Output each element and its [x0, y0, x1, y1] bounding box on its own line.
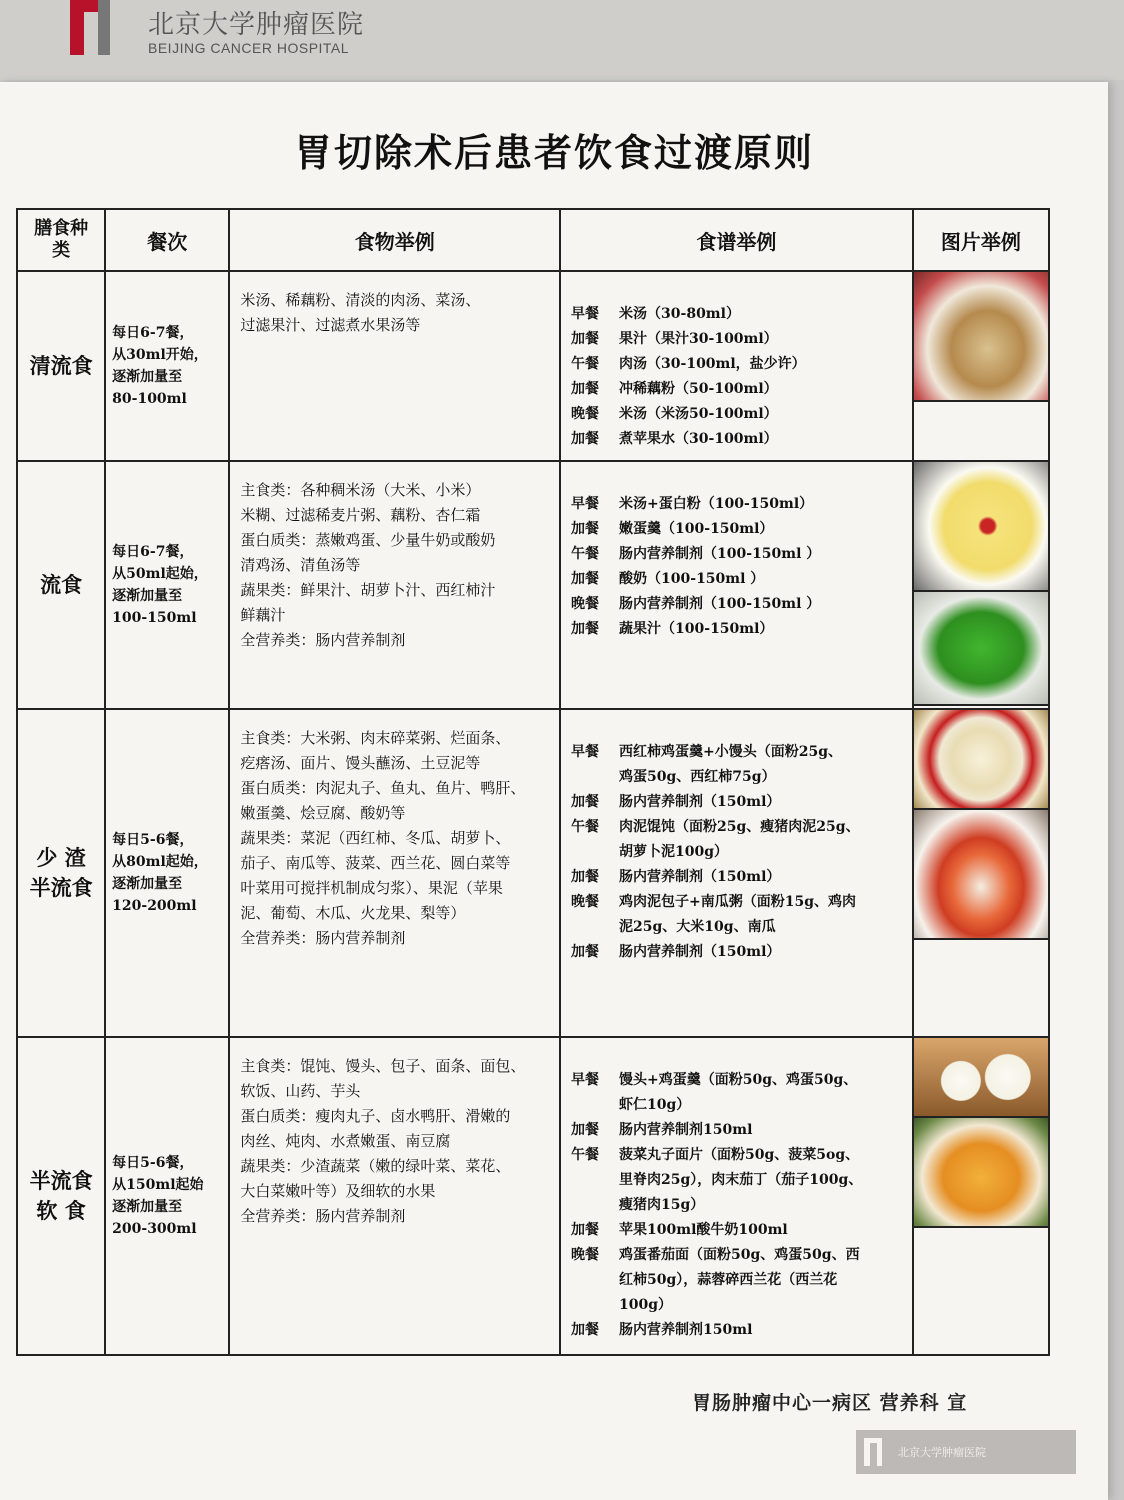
recipe-line — [571, 1168, 906, 1193]
food-example-line: 肉丝、炖肉、水煮嫩蛋、南豆腐 — [240, 1132, 451, 1150]
recipe-line — [571, 1118, 906, 1143]
meal-label: 加餐 — [571, 381, 600, 397]
dish-text: 西红柿鸡蛋羹+小馒头（面粉25g、 — [619, 744, 843, 760]
food-example-line: 疙瘩汤、面片、馒头蘸汤、土豆泥等 — [240, 754, 481, 772]
recipe-line — [571, 517, 906, 542]
hospital-name-cn: 北京大学肿瘤医院 — [148, 10, 365, 40]
food-example-line: 大白菜嫩叶等）及细软的水果 — [240, 1182, 436, 1200]
dish-text: 肠内营养制剂（150ml） — [619, 869, 781, 885]
recipe-examples-cell — [560, 1037, 913, 1355]
recipe-examples-cell — [560, 271, 913, 461]
table-header-row — [17, 209, 1049, 271]
table-row — [17, 1037, 1049, 1355]
dish-text: 蔬果汁（100-150ml） — [619, 621, 774, 637]
meal-label: 加餐 — [571, 431, 600, 447]
meal-label: 午餐 — [571, 356, 600, 372]
meal-label: 加餐 — [571, 1322, 600, 1338]
meal-label — [571, 840, 619, 865]
dish-text: 虾仁10g） — [619, 1097, 691, 1113]
meal-label — [571, 1193, 619, 1218]
frequency-text: 逐渐加量至 — [112, 369, 183, 385]
diet-type-text: 流食 — [40, 572, 83, 597]
recipe-line — [571, 740, 906, 765]
photo-blank-area — [914, 940, 1048, 1036]
food-example-line: 清鸡汤、清鱼汤等 — [240, 556, 361, 574]
dish-text: 肠内营养制剂（100-150ml ） — [619, 546, 821, 562]
food-example-line: 米糊、过滤稀麦片粥、藕粉、杏仁霜 — [240, 506, 481, 524]
meal-label: 午餐 — [571, 1147, 600, 1163]
congee-photo — [914, 1118, 1048, 1228]
table-row — [17, 461, 1049, 709]
meal-label: 加餐 — [571, 571, 600, 587]
meal-label: 加餐 — [571, 521, 600, 537]
food-example-line: 主食类：各种稠米汤（大米、小米） — [240, 481, 481, 499]
diet-type-text: 软 食 — [36, 1198, 86, 1223]
table-row — [17, 271, 1049, 461]
food-examples-cell — [229, 271, 560, 461]
diet-type-text: 半流食 — [29, 875, 93, 900]
recipe-line — [571, 840, 906, 865]
meal-label: 加餐 — [571, 621, 600, 637]
recipe-line — [571, 1218, 906, 1243]
meal-label — [571, 1268, 619, 1293]
dish-text: 米汤（30-80ml） — [619, 306, 740, 322]
food-example-line: 嫩蛋羹、烩豆腐、酸奶等 — [240, 804, 406, 822]
poster-sheet — [0, 82, 1108, 1500]
dish-text: 酸奶（100-150ml ） — [619, 571, 765, 587]
meal-label — [571, 1168, 619, 1193]
diet-type-cell — [17, 709, 105, 1037]
dish-text: 果汁（果汁30-100ml） — [619, 331, 778, 347]
food-photo-cell — [913, 271, 1049, 461]
dish-text: 米汤（米汤50-100ml） — [619, 406, 778, 422]
dish-text: 嫩蛋羹（100-150ml） — [619, 521, 774, 537]
frequency-text: 每日6-7餐， — [112, 544, 194, 560]
hospital-name-en: BEIJING CANCER HOSPITAL — [148, 40, 350, 56]
recipe-line — [571, 377, 906, 402]
frequency-text: 每日5-6餐， — [112, 1155, 194, 1171]
food-example-line: 米汤、稀藕粉、清淡的肉汤、菜汤、 — [240, 291, 481, 309]
recipe-line — [571, 352, 906, 377]
diet-type-text: 少 渣 — [36, 845, 86, 870]
hospital-logo-icon — [70, 0, 128, 55]
green-juice-photo — [914, 592, 1048, 706]
photo-blank-area — [914, 1228, 1048, 1354]
meal-label — [571, 915, 619, 940]
dish-text: 100g） — [619, 1297, 673, 1313]
food-example-line: 主食类：馄饨、馒头、包子、面条、面包、 — [240, 1057, 526, 1075]
dish-text: 鸡肉泥包子+南瓜粥（面粉15g、鸡肉 — [619, 894, 857, 910]
header-recipe: 食谱举例 — [560, 209, 913, 271]
food-example-line: 泥、葡萄、木瓜、火龙果、梨等） — [240, 904, 466, 922]
noodle-soup-photo — [914, 810, 1048, 940]
food-example-line: 全营养类：肠内营养制剂 — [240, 1207, 406, 1225]
food-example-line: 全营养类：肠内营养制剂 — [240, 929, 406, 947]
food-examples-cell — [229, 461, 560, 709]
header-frequency: 餐次 — [105, 209, 229, 271]
dish-text: 肉泥馄饨（面粉25g、瘦猪肉泥25g、 — [619, 819, 860, 835]
recipe-line — [571, 492, 906, 517]
header-type: 膳食种类 — [17, 209, 105, 271]
wonton-photo — [914, 710, 1048, 810]
meal-label: 早餐 — [571, 744, 600, 760]
meal-label: 加餐 — [571, 1122, 600, 1138]
dish-text: 肠内营养制剂（100-150ml ） — [619, 596, 821, 612]
dish-text: 鸡蛋番茄面（面粉50g、鸡蛋50g、西 — [619, 1247, 860, 1263]
meal-frequency-cell — [105, 461, 229, 709]
frequency-text: 逐渐加量至 — [112, 876, 183, 892]
diet-type-text: 清流食 — [29, 353, 93, 378]
recipe-line — [571, 567, 906, 592]
meal-label: 加餐 — [571, 794, 600, 810]
food-example-line: 蔬果类：菜泥（西红柿、冬瓜、胡萝卜、 — [240, 829, 511, 847]
food-example-line: 蛋白质类：肉泥丸子、鱼丸、鱼片、鸭肝、 — [240, 779, 526, 797]
meal-label: 早餐 — [571, 1072, 600, 1088]
frequency-text: 从30ml开始， — [112, 347, 208, 363]
dish-text: 胡萝卜泥100g） — [619, 844, 729, 860]
recipe-line — [571, 617, 906, 642]
food-examples-cell — [229, 1037, 560, 1355]
meal-frequency-cell — [105, 1037, 229, 1355]
food-example-line: 蔬果类：鲜果汁、胡萝卜汁、西红柿汁 — [240, 581, 496, 599]
recipe-line — [571, 302, 906, 327]
recipe-line — [571, 1068, 906, 1093]
recipe-line — [571, 1293, 906, 1318]
meal-label: 加餐 — [571, 869, 600, 885]
frequency-text: 从50ml起始， — [112, 566, 208, 582]
food-photo-cell — [913, 709, 1049, 1037]
dish-text: 肠内营养制剂（150ml） — [619, 944, 781, 960]
frequency-text: 从80ml起始， — [112, 854, 208, 870]
recipe-line — [571, 1243, 906, 1268]
meal-label: 晚餐 — [571, 596, 600, 612]
dish-text: 米汤+蛋白粉（100-150ml） — [619, 496, 814, 512]
recipe-line — [571, 402, 906, 427]
table-body — [17, 271, 1049, 1355]
food-example-line: 叶菜用可搅拌机制成匀浆）、果泥（苹果 — [240, 879, 503, 897]
recipe-line — [571, 815, 906, 840]
poster-title: 胃切除术后患者饮食过渡原则 — [293, 130, 814, 175]
header-food: 食物举例 — [229, 209, 560, 271]
meal-frequency-cell — [105, 709, 229, 1037]
footer-logo-text: 北京大学肿瘤医院 — [898, 1446, 986, 1459]
recipe-line — [571, 327, 906, 352]
meal-label: 加餐 — [571, 944, 600, 960]
diet-table — [16, 208, 1050, 1356]
dish-text: 红柿50g），蒜蓉碎西兰花（西兰花 — [619, 1272, 838, 1288]
recipe-line — [571, 592, 906, 617]
food-example-line: 蛋白质类：蒸嫩鸡蛋、少量牛奶或酸奶 — [240, 531, 496, 549]
diet-type-cell — [17, 271, 105, 461]
food-example-line: 软饭、山药、芋头 — [240, 1082, 361, 1100]
dish-text: 鸡蛋50g、西红柿75g） — [619, 769, 776, 785]
frequency-text: 逐渐加量至 — [112, 588, 183, 604]
frequency-text: 每日5-6餐， — [112, 832, 194, 848]
soup-photo — [914, 272, 1048, 402]
meal-label: 早餐 — [571, 496, 600, 512]
dish-text: 馒头+鸡蛋羹（面粉50g、鸡蛋50g、 — [619, 1072, 858, 1088]
dish-text: 泥25g、大米10g、南瓜 — [619, 919, 776, 935]
header-image: 图片举例 — [913, 209, 1049, 271]
recipe-line — [571, 1268, 906, 1293]
photo-blank-area — [914, 706, 1048, 708]
dish-text: 肉汤（30-100ml，盐少许） — [619, 356, 806, 372]
recipe-examples-cell — [560, 709, 913, 1037]
meal-label: 加餐 — [571, 1222, 600, 1238]
recipe-line — [571, 542, 906, 567]
recipe-examples-cell — [560, 461, 913, 709]
custard-photo — [914, 462, 1048, 592]
meal-label — [571, 1293, 619, 1318]
food-example-line: 主食类：大米粥、肉末碎菜粥、烂面条、 — [240, 729, 511, 747]
recipe-line — [571, 1193, 906, 1218]
frequency-text: 200-300ml — [112, 1221, 197, 1237]
recipe-line — [571, 890, 906, 915]
dish-text: 煮苹果水（30-100ml） — [619, 431, 778, 447]
recipe-line — [571, 915, 906, 940]
food-example-line: 全营养类：肠内营养制剂 — [240, 631, 406, 649]
steamed-buns-photo — [914, 1038, 1048, 1118]
meal-label: 午餐 — [571, 819, 600, 835]
recipe-line — [571, 1093, 906, 1118]
table-row — [17, 709, 1049, 1037]
recipe-line — [571, 940, 906, 965]
meal-label: 午餐 — [571, 546, 600, 562]
dish-text: 瘦猪肉15g） — [619, 1197, 705, 1213]
diet-type-cell — [17, 461, 105, 709]
footer-department: 胃肠肿瘤中心一病区 营养科 宣 — [692, 1392, 968, 1414]
dish-text: 肠内营养制剂150ml — [619, 1122, 753, 1138]
meal-label: 晚餐 — [571, 1247, 600, 1263]
recipe-line — [571, 765, 906, 790]
food-photo-cell — [913, 461, 1049, 709]
frequency-text: 100-150ml — [112, 610, 197, 626]
food-example-line: 蛋白质类：瘦肉丸子、卤水鸭肝、滑嫩的 — [240, 1107, 511, 1125]
meal-label: 早餐 — [571, 306, 600, 322]
frequency-text: 从150ml起始 — [112, 1177, 204, 1193]
meal-frequency-cell — [105, 271, 229, 461]
frequency-text: 每日6-7餐， — [112, 325, 194, 341]
meal-label — [571, 1093, 619, 1118]
food-examples-cell — [229, 709, 560, 1037]
food-example-line: 鲜藕汁 — [240, 606, 286, 624]
dish-text: 苹果100ml酸牛奶100ml — [619, 1222, 788, 1238]
diet-type-text: 半流食 — [29, 1168, 93, 1193]
recipe-line — [571, 1318, 906, 1343]
meal-label: 晚餐 — [571, 406, 600, 422]
dish-text: 冲稀藕粉（50-100ml） — [619, 381, 778, 397]
food-example-line: 蔬果类：少渣蔬菜（嫩的绿叶菜、菜花、 — [240, 1157, 511, 1175]
dish-text: 里脊肉25g），肉末茄丁（茄子100g、 — [619, 1172, 863, 1188]
footer-logo-icon — [864, 1438, 886, 1466]
recipe-line — [571, 865, 906, 890]
dish-text: 菠菜丸子面片（面粉50g、菠菜5og、 — [619, 1147, 860, 1163]
frequency-text: 80-100ml — [112, 391, 187, 407]
diet-type-cell — [17, 1037, 105, 1355]
footer-logo-band — [856, 1430, 1076, 1474]
meal-label: 晚餐 — [571, 894, 600, 910]
frequency-text: 逐渐加量至 — [112, 1199, 183, 1215]
recipe-line — [571, 427, 906, 452]
dish-text: 肠内营养制剂（150ml） — [619, 794, 781, 810]
food-example-line: 过滤果汁、过滤煮水果汤等 — [240, 316, 421, 334]
meal-label — [571, 765, 619, 790]
photo-blank-area — [914, 402, 1048, 460]
food-example-line: 茄子、南瓜等、菠菜、西兰花、圆白菜等 — [240, 854, 511, 872]
dish-text: 肠内营养制剂150ml — [619, 1322, 753, 1338]
recipe-line — [571, 790, 906, 815]
recipe-line — [571, 1143, 906, 1168]
frequency-text: 120-200ml — [112, 898, 197, 914]
meal-label: 加餐 — [571, 331, 600, 347]
food-photo-cell — [913, 1037, 1049, 1355]
